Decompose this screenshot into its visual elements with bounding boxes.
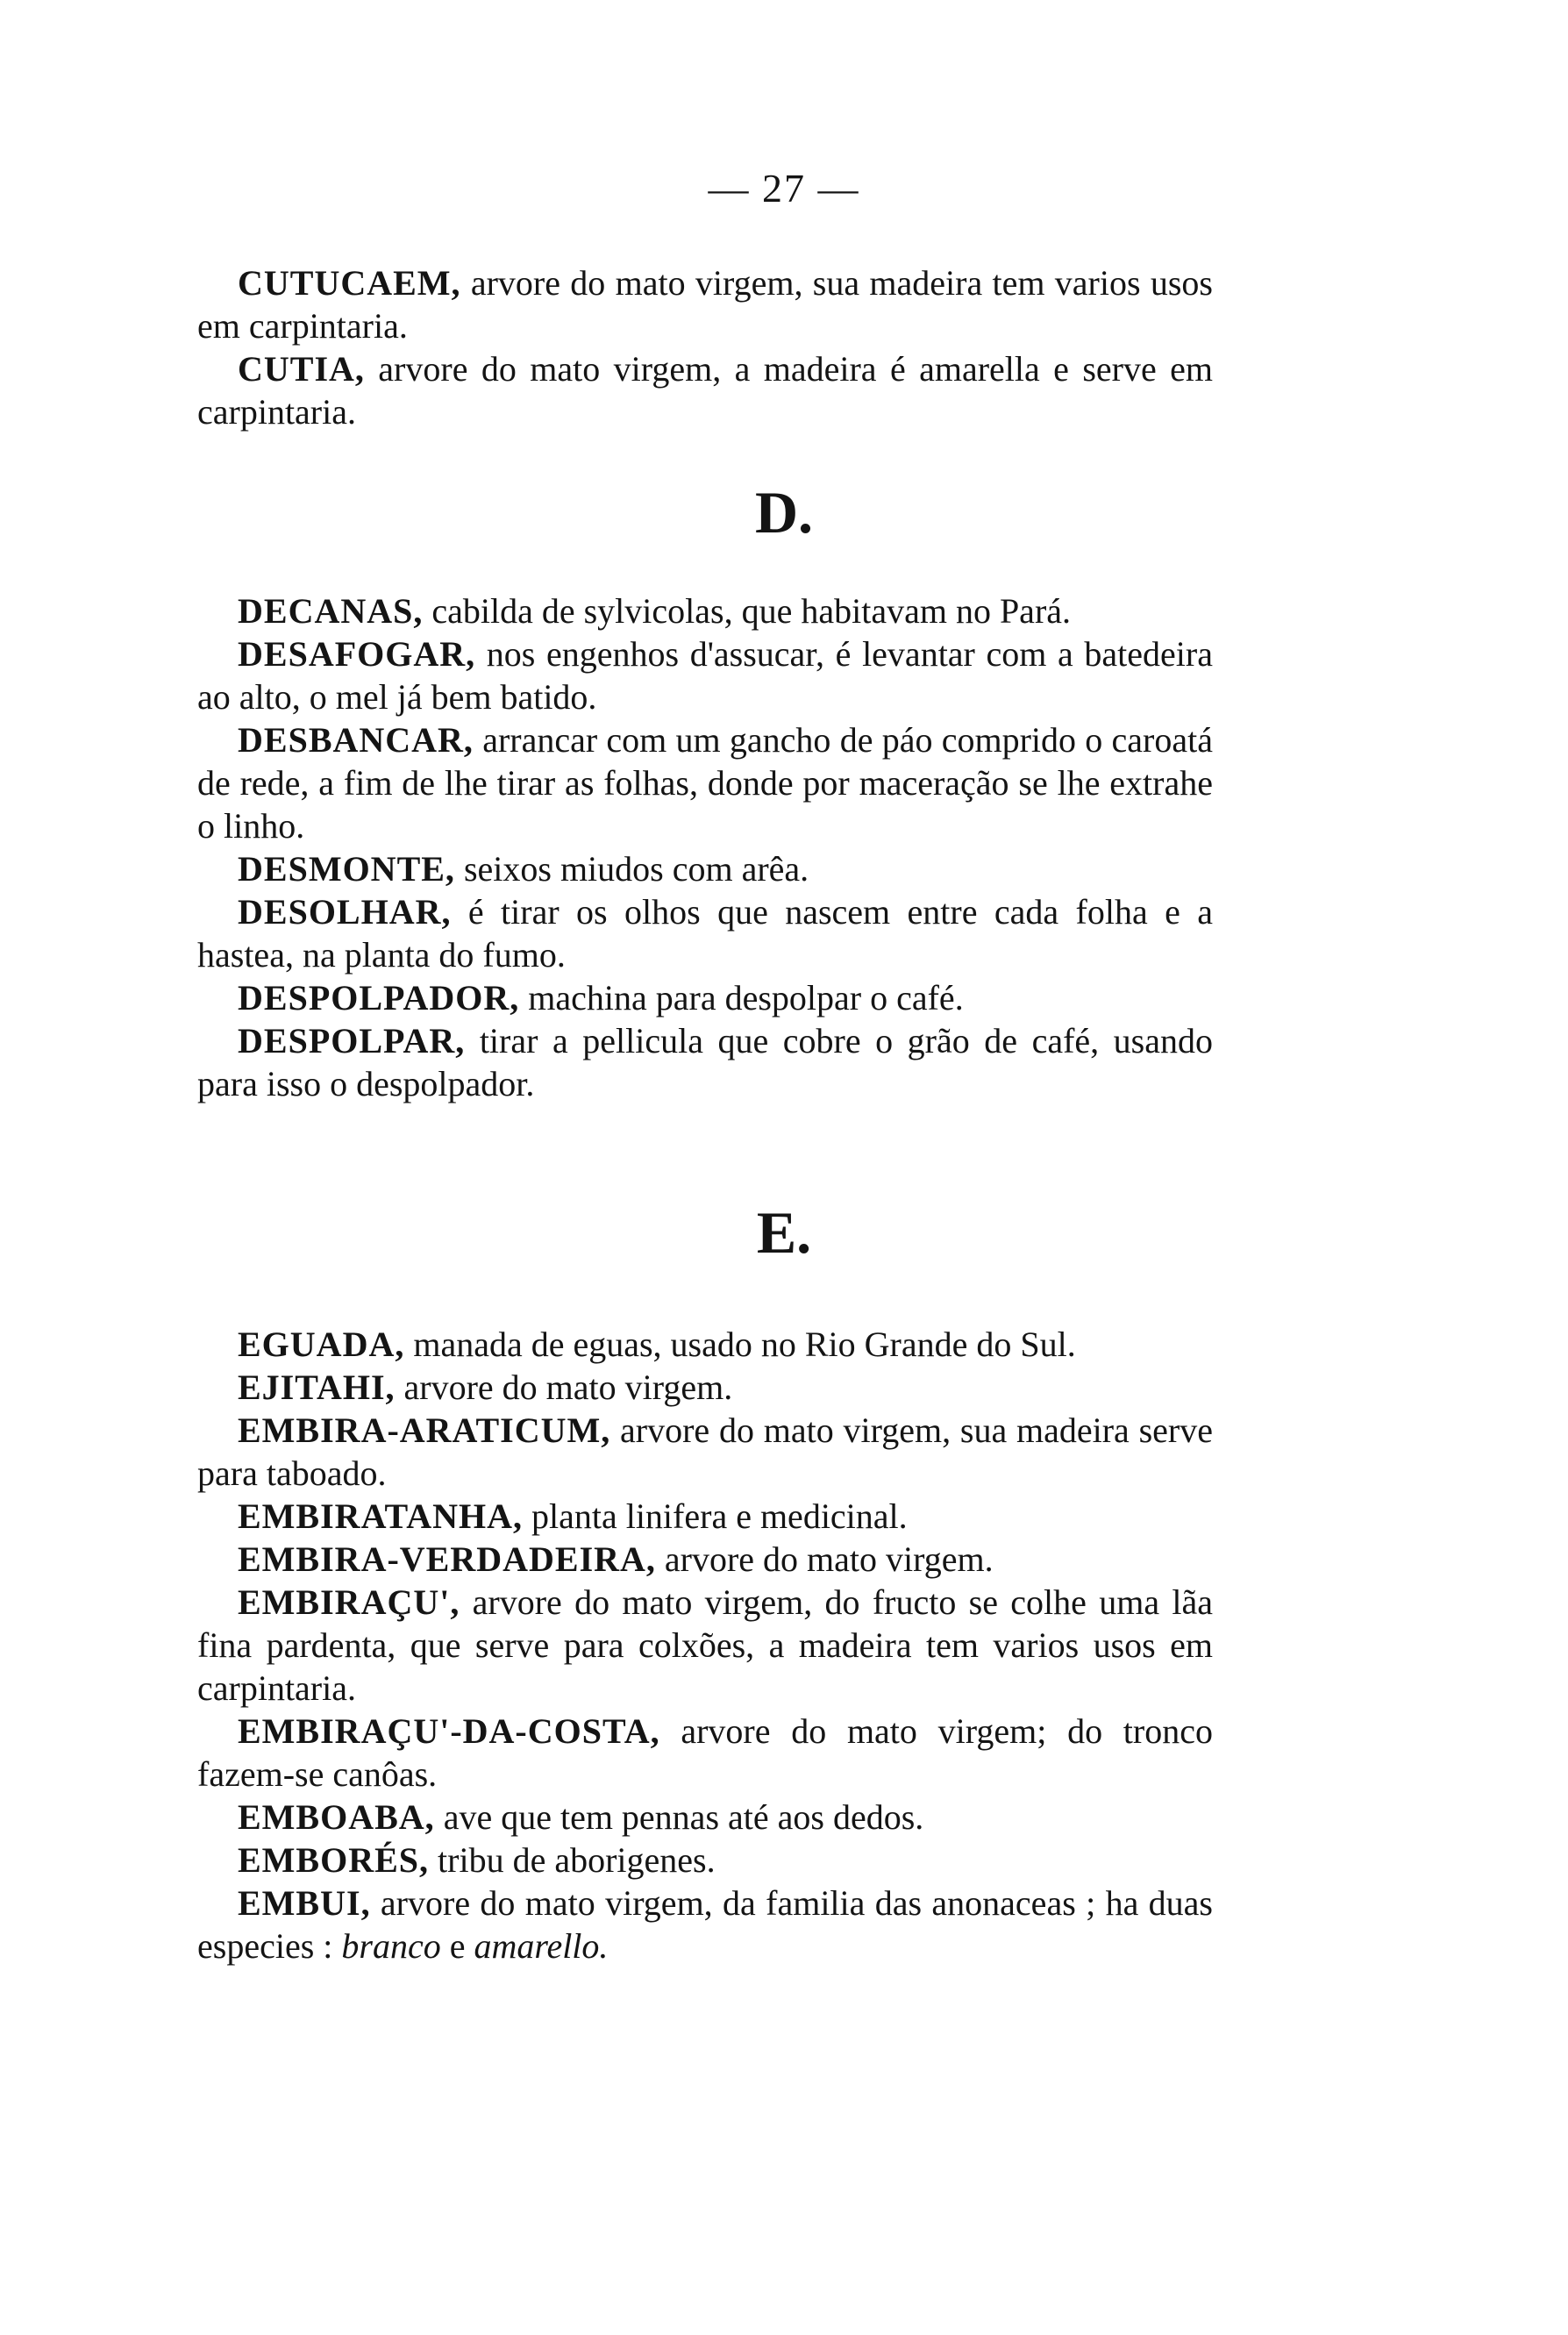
entry-headword: DESOLHAR, bbox=[238, 892, 452, 932]
dictionary-entry bbox=[197, 1019, 1213, 1105]
entry-headword: DESMONTE, bbox=[238, 849, 455, 889]
entry-conjunction: e bbox=[440, 1926, 474, 1966]
entry-headword: EGUADA, bbox=[238, 1325, 405, 1364]
entry-headword: DESPOLPAR, bbox=[238, 1021, 466, 1060]
entry-definition: arvore do mato virgem. bbox=[655, 1539, 994, 1579]
dictionary-entry bbox=[197, 1796, 1213, 1839]
page-number: — 27 — bbox=[708, 166, 860, 211]
dictionary-entry bbox=[197, 1366, 1213, 1409]
entry-definition: planta linifera e medicinal. bbox=[522, 1496, 908, 1536]
entry-headword: DESPOLPADOR, bbox=[238, 978, 520, 1018]
dictionary-entry bbox=[197, 261, 1213, 347]
section-c-entries bbox=[197, 261, 1213, 433]
section-e-entries bbox=[197, 1323, 1213, 1967]
dictionary-entry bbox=[197, 1839, 1213, 1882]
entry-headword: CUTIA, bbox=[238, 349, 365, 389]
entry-definition: nos engenhos d'assucar, é levantar com a batedeira ao alto, o mel já bem batido. bbox=[197, 634, 1213, 717]
dictionary-entry bbox=[197, 1495, 1213, 1538]
entry-headword: EMBIRATANHA, bbox=[238, 1496, 523, 1536]
entry-definition: cabilda de sylvicolas, que habitavam no Pará. bbox=[423, 591, 1072, 631]
section-heading-e: E. bbox=[756, 1199, 812, 1266]
entry-headword: EMBIRA-VERDADEIRA, bbox=[238, 1539, 656, 1579]
italic-term: amarello. bbox=[474, 1926, 609, 1966]
dictionary-entry bbox=[197, 347, 1213, 433]
entry-headword: DESAFOGAR, bbox=[238, 634, 476, 674]
section-d-entries bbox=[197, 589, 1213, 1105]
dictionary-entry bbox=[197, 976, 1213, 1019]
entry-headword: EMBOABA, bbox=[238, 1797, 435, 1837]
entry-headword: EMBIRAÇU', bbox=[238, 1582, 460, 1622]
dictionary-entry bbox=[197, 1323, 1213, 1366]
entry-definition: manada de eguas, usado no Rio Grande do Sul. bbox=[404, 1325, 1076, 1364]
italic-term: branco bbox=[341, 1926, 441, 1966]
dictionary-entry bbox=[197, 589, 1213, 632]
entry-headword: EMBUI, bbox=[238, 1883, 371, 1923]
entry-definition: ave que tem pennas até aos dedos. bbox=[434, 1797, 924, 1837]
entry-definition: machina para despolpar o café. bbox=[519, 978, 964, 1018]
entry-headword: EMBORÉS, bbox=[238, 1840, 430, 1880]
dictionary-entry bbox=[197, 1581, 1213, 1710]
section-heading-d: D. bbox=[754, 479, 814, 546]
entry-headword: CUTUCAEM, bbox=[238, 263, 461, 303]
entry-definition: seixos miudos com arêa. bbox=[454, 849, 809, 889]
entry-definition: tribu de aborigenes. bbox=[429, 1840, 716, 1880]
dictionary-entry bbox=[197, 1882, 1213, 1967]
entry-definition: arvore do mato virgem, do fructo se colhe uma lãa fina pardenta, que serve para colxões, a madeira tem varios usos em carpintaria. bbox=[197, 1582, 1213, 1708]
entry-definition: arvore do mato virgem. bbox=[395, 1367, 733, 1407]
entry-definition: arrancar com um gancho de páo comprido o caroatá de rede, a fim de lhe tirar as folhas, donde por maceração se lhe extrahe o linho. bbox=[197, 720, 1213, 846]
entry-definition: tirar a pellicula que cobre o grão de café, usando para isso o despolpador. bbox=[197, 1021, 1213, 1103]
dictionary-entry bbox=[197, 890, 1213, 976]
entry-definition: arvore do mato virgem, a madeira é amarella e serve em carpintaria. bbox=[197, 349, 1213, 432]
entry-definition: arvore do mato virgem; do tronco fazem-se canôas. bbox=[197, 1711, 1213, 1794]
entry-definition: é tirar os olhos que nascem entre cada folha e a hastea, na planta do fumo. bbox=[197, 892, 1213, 975]
entry-headword: EMBIRAÇU'-DA-COSTA, bbox=[238, 1711, 660, 1751]
entry-definition: arvore do mato virgem, da familia das anonaceas ; ha duas especies : bbox=[197, 1883, 1213, 1966]
dictionary-entry bbox=[197, 1409, 1213, 1495]
dictionary-entry bbox=[197, 718, 1213, 847]
entry-headword: DESBANCAR, bbox=[238, 720, 474, 760]
dictionary-entry bbox=[197, 847, 1213, 890]
dictionary-entry bbox=[197, 1538, 1213, 1581]
dictionary-entry bbox=[197, 632, 1213, 718]
entry-definition: arvore do mato virgem, sua madeira tem varios usos em carpintaria. bbox=[197, 263, 1213, 346]
dictionary-entry bbox=[197, 1710, 1213, 1796]
entry-headword: EJITAHI, bbox=[238, 1367, 396, 1407]
entry-headword: DECANAS, bbox=[238, 591, 424, 631]
entry-headword: EMBIRA-ARATICUM, bbox=[238, 1410, 611, 1450]
entry-definition: arvore do mato virgem, sua madeira serve para taboado. bbox=[197, 1410, 1213, 1493]
